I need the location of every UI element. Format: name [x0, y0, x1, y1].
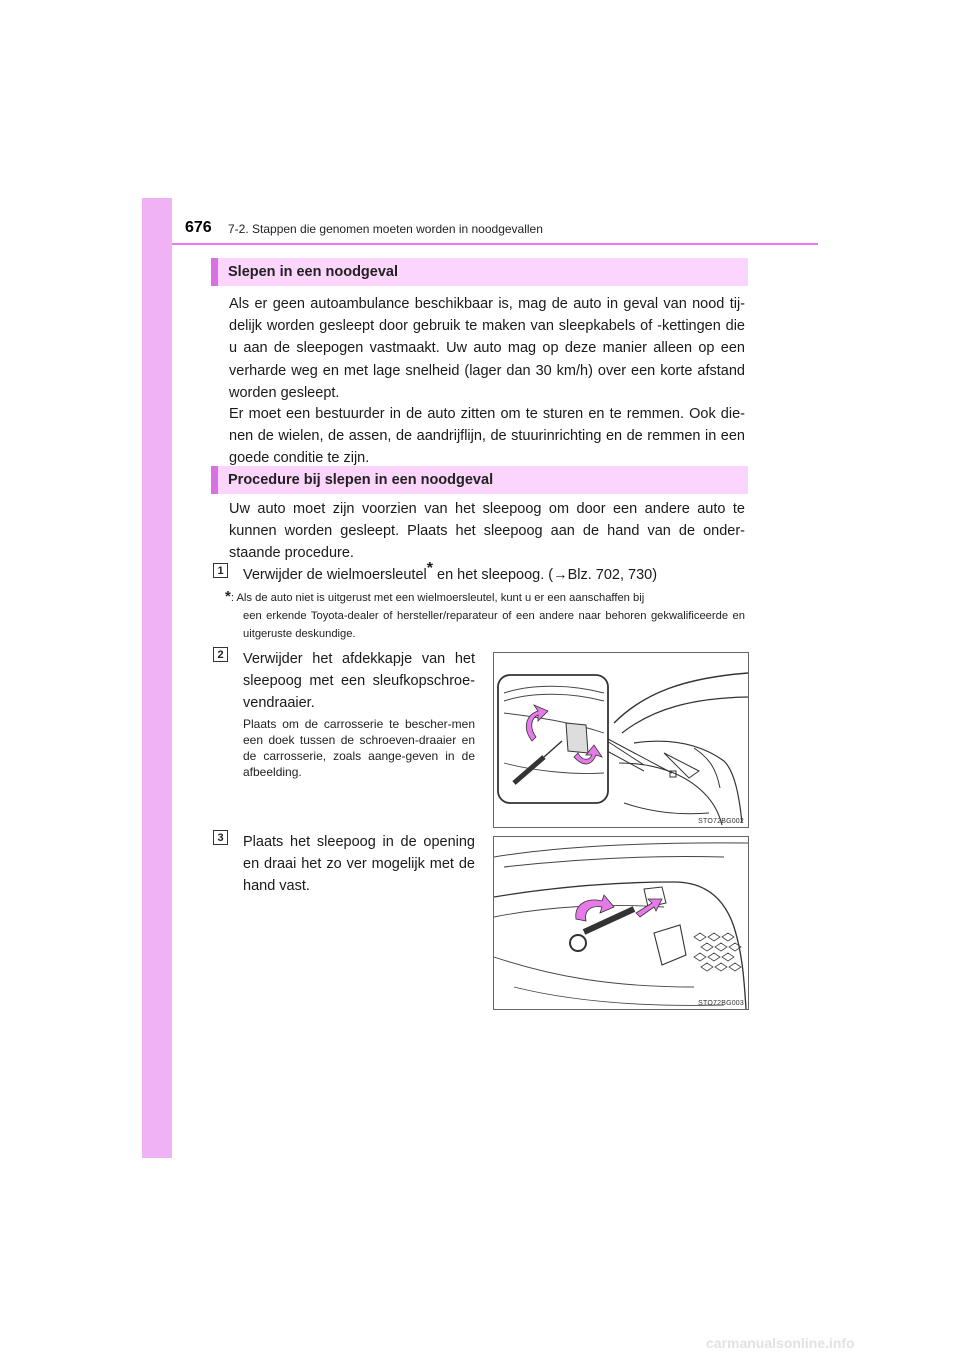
header-divider [172, 243, 818, 245]
paragraph-procedure-intro: Uw auto moet zijn voorzien van het sleepoog om door een andere auto te kunnen worden gesleept. Plaats het sleepoog aan de hand van de onder-staande procedure. [229, 501, 745, 562]
section-heading-slepen [211, 258, 748, 286]
footnote-asterisk: * [426, 560, 433, 578]
step-3-text: Plaats het sleepoog in de opening en draai het zo ver mogelijk met de hand vast. [243, 834, 475, 894]
step-2-text: Verwijder het afdekkapje van het sleepoog met een sleufkopschroe- vendraaier. [243, 651, 475, 711]
step-number-2: 2 [213, 647, 228, 662]
figure-code: STO72BG002 [698, 818, 744, 825]
section-heading-text: Slepen in een noodgeval [228, 264, 399, 280]
step-2-note: Plaats om de carrosserie te bescher-men een doek tussen de schroeven-draaier en de carrosserie, zoals aange-geven in de afbeelding. [243, 717, 475, 779]
footnote-marker: * [225, 588, 231, 605]
step-number-3: 3 [213, 830, 228, 845]
paragraph-slepen-bestuurder: Er moet een bestuurder in de auto zitten om te sturen en te remmen. Ook die-nen de wielen, de assen, de aandrijflijn, de stuurinrichting en de remmen in een goede conditie te zijn. [229, 406, 745, 467]
figure-install-towing-eye [493, 836, 749, 1010]
watermark-text: carmanualsonline.info [706, 1335, 855, 1351]
section-heading-procedure [211, 466, 748, 494]
figure-code: STO72BG003 [698, 1000, 744, 1007]
step-number-1: 1 [213, 563, 228, 578]
paragraph-slepen-intro: Als er geen autoambulance beschikbaar is, mag de auto in geval van nood tij-delijk worden gesleept door gebruik te maken van sleepkabels of -kettingen die u aan de sleepogen vastmaakt. Uw auto mag op deze manier alleen op een verharde weg en met lage snelheid (lager dan 30 km/h) over een korte afstand worden gesleept. [229, 296, 745, 401]
page-number: 676 [185, 219, 212, 236]
footnote: *: Als de auto niet is uitgerust met een wielmoersleutel, kunt u er een aanschaffen bij een erkende Toyota-dealer of hersteller/reparateur of een andere naar behoren gekwalificeerde en uitgeruste deskundige. [225, 588, 745, 640]
section-heading-text: Procedure bij slepen in een noodgeval [228, 472, 494, 488]
chapter-sidebar-tab [142, 198, 172, 1158]
car-front-illustration [494, 653, 748, 827]
chapter-title: 7-2. Stappen die genomen moeten worden in noodgevallen [228, 222, 543, 236]
towing-eye-illustration [494, 837, 748, 1009]
figure-remove-cover [493, 652, 749, 828]
step-1-text: Verwijder de wielmoersleutel* en het sleepoog. (→Blz. 702, 730) [243, 560, 658, 583]
